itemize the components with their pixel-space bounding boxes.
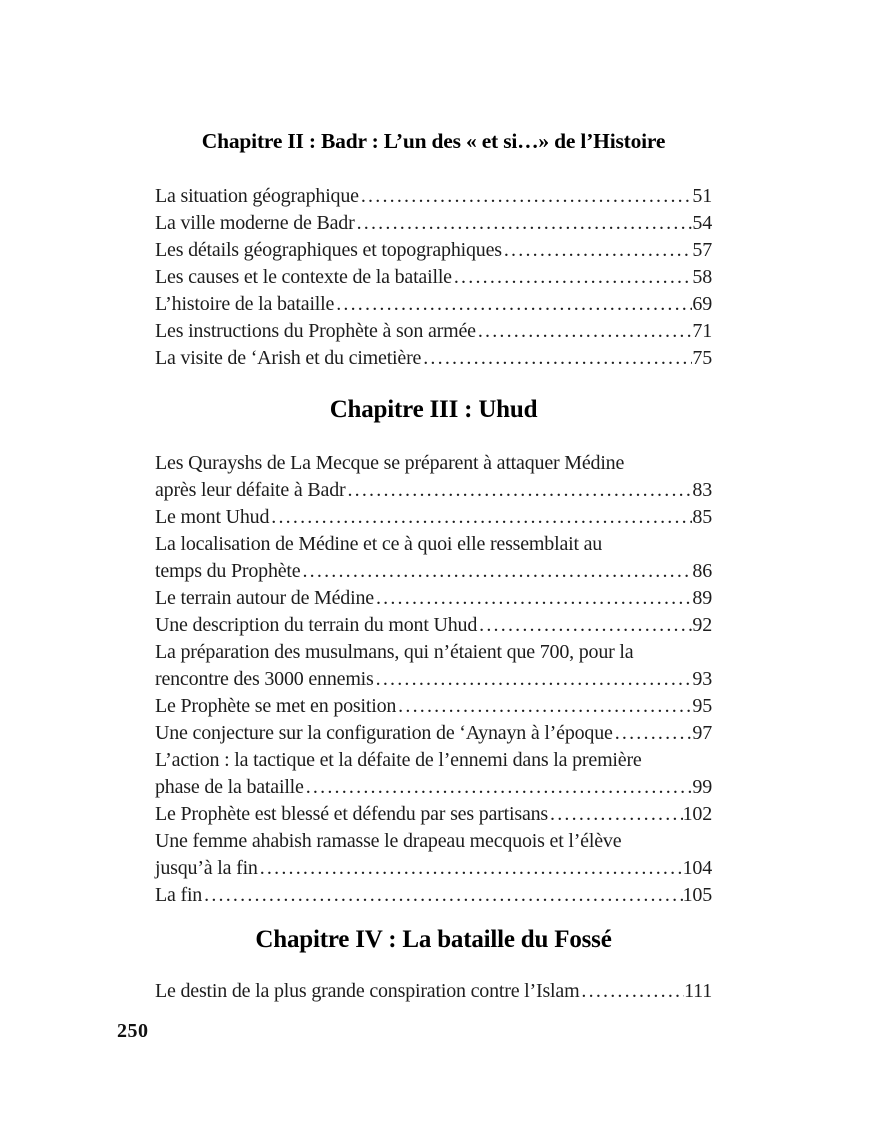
toc-entry-line — [155, 210, 712, 237]
dot-leader — [345, 477, 692, 504]
page-number: 250 — [117, 1020, 149, 1042]
toc-page-ref: 58 — [692, 266, 712, 288]
toc-entry-line — [155, 828, 712, 855]
chapter-entries — [155, 978, 712, 1005]
dot-leader — [300, 558, 692, 585]
dot-leader — [258, 855, 683, 882]
toc-page-ref: 93 — [692, 668, 712, 690]
toc-page-ref: 97 — [692, 722, 712, 744]
toc-entry — [155, 693, 712, 720]
toc-entry-text: phase de la bataille — [155, 776, 304, 798]
toc-entry — [155, 612, 712, 639]
toc-entry — [155, 585, 712, 612]
chapter-heading: Chapitre III : Uhud — [329, 396, 538, 423]
toc-entry-text: La fin — [155, 884, 203, 906]
chapter-section — [155, 393, 712, 909]
toc-entry-text: jusqu’à la fin — [155, 857, 258, 879]
table-of-contents — [155, 0, 712, 1005]
toc-entry-line — [155, 558, 712, 585]
toc-entry-text: Les Qurayshs de La Mecque se préparent à attaquer Médine — [155, 452, 625, 474]
toc-entry-line — [155, 693, 712, 720]
chapter-section — [155, 923, 712, 1005]
toc-entry-text: après leur défaite à Badr — [155, 479, 346, 501]
toc-entry — [155, 801, 712, 828]
toc-entry-text: L’action : la tactique et la défaite de l’ennemi dans la première — [155, 749, 642, 771]
dot-leader — [452, 264, 693, 291]
toc-entry-line — [155, 747, 712, 774]
dot-leader — [374, 666, 693, 693]
toc-page-ref: 71 — [692, 320, 712, 342]
dot-leader — [269, 504, 692, 531]
toc-entry-text: La préparation des musulmans, qui n’étaient que 700, pour la — [155, 641, 634, 663]
toc-entry-text: La situation géographique — [155, 185, 359, 207]
dot-leader — [374, 585, 692, 612]
toc-entry-line — [155, 318, 712, 345]
toc-entry-line — [155, 264, 712, 291]
toc-entry — [155, 264, 712, 291]
toc-entry-line — [155, 183, 712, 210]
toc-page-ref: 69 — [692, 293, 712, 315]
toc-entry — [155, 747, 712, 801]
dot-leader — [359, 183, 693, 210]
toc-entry — [155, 318, 712, 345]
toc-entry-text: Le mont Uhud — [155, 506, 270, 528]
toc-entry-text: La visite de ‘Arish et du cimetière — [155, 347, 422, 369]
dot-leader — [334, 291, 692, 318]
toc-entry-line — [155, 882, 712, 909]
toc-entry-text: Une description du terrain du mont Uhud — [155, 614, 478, 636]
toc-page-ref: 104 — [682, 857, 712, 879]
toc-page-ref: 86 — [692, 560, 712, 582]
toc-entry-text: Les causes et le contexte de la bataille — [155, 266, 452, 288]
toc-entry-text: Le terrain autour de Médine — [155, 587, 374, 609]
chapter-heading: Chapitre II : Badr : L’un des « et si…» de l’Histoire — [201, 129, 666, 153]
toc-entry-text: Les instructions du Prophète à son armée — [155, 320, 476, 342]
toc-page-ref: 95 — [692, 695, 712, 717]
toc-entry — [155, 639, 712, 693]
dot-leader — [579, 978, 684, 1005]
toc-entry — [155, 828, 712, 882]
dot-leader — [613, 720, 693, 747]
dot-leader — [396, 693, 692, 720]
toc-entry-text: L’histoire de la bataille — [155, 293, 335, 315]
toc-entry — [155, 450, 712, 504]
toc-entry-text: Une conjecture sur la configuration de ‘Aynayn à l’époque — [155, 722, 613, 744]
chapter-heading: Chapitre IV : La bataille du Fossé — [255, 926, 612, 953]
toc-entry-text: Une femme ahabish ramasse le drapeau mecquois et l’élève — [155, 830, 622, 852]
toc-entry — [155, 210, 712, 237]
toc-page-ref: 85 — [692, 506, 712, 528]
toc-entry-line — [155, 774, 712, 801]
toc-page-ref: 54 — [692, 212, 712, 234]
chapter-section — [155, 0, 712, 372]
toc-entry-line — [155, 801, 712, 828]
toc-entry — [155, 345, 712, 372]
toc-entry-text: rencontre des 3000 ennemis — [155, 668, 374, 690]
toc-page-ref: 75 — [692, 347, 712, 369]
dot-leader — [502, 237, 693, 264]
toc-entry — [155, 291, 712, 318]
toc-entry-text: Les détails géographiques et topographiques — [155, 239, 502, 261]
toc-entry-line — [155, 978, 712, 1005]
toc-entry-text: Le Prophète se met en position — [155, 695, 397, 717]
toc-entry-line — [155, 291, 712, 318]
dot-leader — [304, 774, 693, 801]
toc-entry — [155, 531, 712, 585]
dot-leader — [548, 801, 683, 828]
toc-entry-text: Le Prophète est blessé et défendu par ses partisans — [155, 803, 549, 825]
toc-entry — [155, 720, 712, 747]
chapter-entries — [155, 450, 712, 909]
toc-entry-line — [155, 720, 712, 747]
toc-entry-line — [155, 531, 712, 558]
toc-page-ref: 99 — [692, 776, 712, 798]
dot-leader — [355, 210, 693, 237]
toc-entry — [155, 237, 712, 264]
toc-entry-text: Le destin de la plus grande conspiration contre l’Islam — [155, 980, 580, 1002]
dot-leader — [477, 612, 692, 639]
toc-entry-line — [155, 477, 712, 504]
toc-page-ref: 105 — [682, 884, 712, 906]
toc-entry — [155, 504, 712, 531]
toc-page-ref: 102 — [682, 803, 712, 825]
toc-entry-line — [155, 666, 712, 693]
dot-leader — [421, 345, 692, 372]
dot-leader — [476, 318, 693, 345]
dot-leader — [202, 882, 682, 909]
toc-entry-line — [155, 237, 712, 264]
toc-entry-line — [155, 585, 712, 612]
toc-page-ref: 83 — [692, 479, 712, 501]
toc-page-ref: 89 — [692, 587, 712, 609]
toc-entry-text: La localisation de Médine et ce à quoi elle ressemblait au — [155, 533, 603, 555]
toc-entry-line — [155, 639, 712, 666]
toc-entry-text: La ville moderne de Badr — [155, 212, 355, 234]
toc-page-ref: 57 — [692, 239, 712, 261]
toc-entry-line — [155, 855, 712, 882]
toc-page-ref: 51 — [692, 185, 712, 207]
chapter-entries — [155, 183, 712, 372]
toc-page-ref: 92 — [692, 614, 712, 636]
toc-entry — [155, 183, 712, 210]
toc-entry — [155, 978, 712, 1005]
toc-entry — [155, 882, 712, 909]
toc-entry-line — [155, 612, 712, 639]
toc-entry-line — [155, 345, 712, 372]
toc-entry-text: temps du Prophète — [155, 560, 301, 582]
toc-entry-line — [155, 504, 712, 531]
toc-entry-line — [155, 450, 712, 477]
toc-page-ref: 111 — [684, 980, 712, 1002]
